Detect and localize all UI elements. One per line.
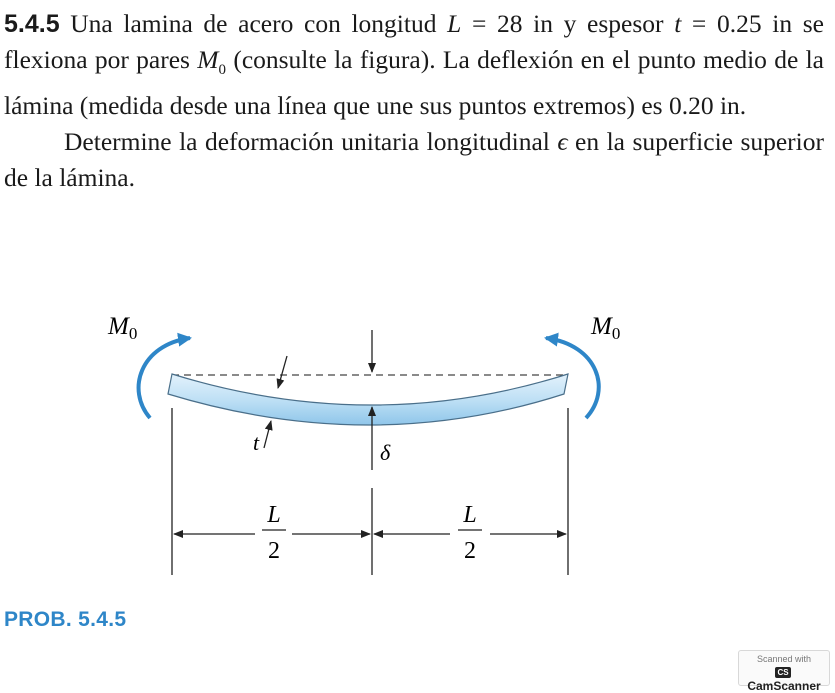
strain-symbol: ϵ bbox=[557, 127, 568, 157]
camscanner-logo-icon: CS bbox=[777, 668, 789, 677]
text-segment: se flexiona por pares bbox=[4, 9, 824, 74]
text-segment: Una lamina de acero con longitud bbox=[59, 9, 448, 38]
thickness-arrow-bottom bbox=[264, 421, 271, 448]
moment-subscript: 0 bbox=[218, 62, 227, 79]
half-length-denominator-right: 2 bbox=[464, 538, 476, 564]
beam-figure bbox=[0, 290, 835, 600]
half-length-denominator-left: 2 bbox=[268, 538, 280, 564]
half-length-numerator-left: L bbox=[267, 502, 281, 528]
paragraph-2 bbox=[4, 124, 824, 196]
watermark-caption: Scanned with bbox=[756, 654, 812, 664]
equals-sign: = bbox=[681, 9, 717, 38]
camscanner-watermark bbox=[738, 650, 830, 693]
watermark-brand bbox=[739, 665, 829, 693]
deflection-label: δ bbox=[380, 440, 391, 465]
length-symbol: L bbox=[447, 9, 462, 38]
problem-statement bbox=[4, 6, 824, 196]
moment-symbol: M bbox=[197, 45, 219, 74]
text-segment: y espesor bbox=[553, 9, 675, 38]
steel-strip bbox=[168, 374, 568, 425]
thickness-symbol: t bbox=[674, 9, 682, 38]
problem-number: 5.4.5 bbox=[4, 10, 60, 38]
text-segment: Determine la deformación unitaria longitudinal bbox=[64, 127, 558, 157]
text-segment: (consulte la figura). La deflexión en el punto medio de la lámina (medida desde una línea que une sus puntos extremos) es 0.20 in. bbox=[4, 45, 824, 121]
text-segment: en la superficie superior de la lámina. bbox=[4, 127, 825, 193]
moment-label-left: $M_0$ bbox=[108, 313, 138, 343]
thickness-arrow-top bbox=[278, 356, 287, 388]
half-length-numerator-right: L bbox=[463, 502, 477, 528]
thickness-value: 0.25 in bbox=[716, 9, 793, 38]
problem-label: PROB. 5.4.5 bbox=[4, 608, 127, 631]
thickness-label: t bbox=[253, 430, 260, 455]
equals-sign: = bbox=[461, 9, 497, 38]
watermark-brand-name: CamScanner bbox=[747, 679, 821, 693]
moment-label-right: $M_0$ bbox=[591, 313, 621, 343]
paragraph-1 bbox=[4, 6, 824, 124]
length-value: 28 in bbox=[497, 9, 553, 38]
